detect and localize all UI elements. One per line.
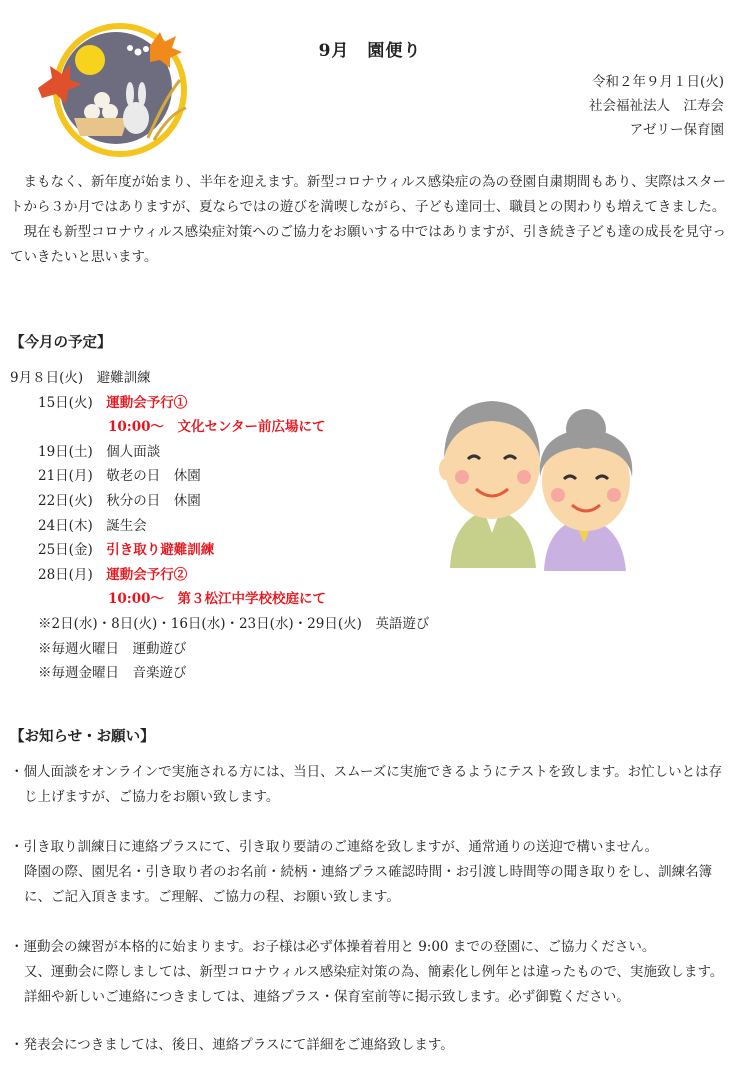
schedule-date: 24日(木) [38, 517, 93, 534]
schedule-date: 22日(火) [38, 493, 93, 509]
intro-paragraph: まもなく、新年度が始まり、半年を迎えます。新型コロナウィルス感染症の為の登園自粛期間もあり、実際はスタートから３か月ではありますが、夏ならではの遊びを満喫しながら、子ども達同士、職員との関わりも増えてきました。 [10, 174, 726, 215]
schedule-row [38, 563, 187, 588]
schedule-row [38, 538, 214, 563]
schedule-event: 個人面談 [106, 443, 161, 460]
schedule-row [38, 514, 147, 539]
schedule-event: 避難訓練 [96, 370, 151, 386]
school-name: アゼリー保育園 [629, 122, 724, 138]
schedule-heading: 【今月の予定】 [10, 334, 112, 351]
schedule-row [38, 440, 160, 465]
schedule-row [10, 366, 151, 391]
organization-name: 社会福祉法人 江寿会 [589, 98, 724, 114]
schedule-note: ※毎週火曜日 運動遊び [38, 640, 187, 657]
page-title: 9月 園便り [318, 41, 422, 61]
schedule-date: 21日(月) [38, 468, 93, 485]
schedule-row: 10:00～ 文化センター前広場にて [108, 419, 326, 436]
notice-text: 又、運動会に際しましては、新型コロナウィルス感染症対策の為、簡素化し例年とは違ったもので、実施致します。詳細や新しいご連絡につきましては、連絡プラス・保育室前等に掲示致します。必ず御覧ください。 [24, 964, 724, 1005]
issue-date: 令和２年９月１日(火) [591, 74, 724, 90]
notice-text: 降園の際、園児名・引き取り者のお名前・続柄・連絡プラス確認時間・お引渡し時間等の聞き取りをし、訓練名簿に、ご記入頂きます。ご理解、ご協力の程、お願い致します。 [24, 864, 713, 905]
schedule-list [0, 366, 480, 696]
schedule-row [38, 464, 201, 489]
schedule-row [38, 391, 187, 416]
notice-item [10, 835, 726, 910]
schedule-date: 25日(金) [38, 542, 93, 559]
schedule-note: ※毎週金曜日 音楽遊び [38, 665, 187, 682]
schedule-date: 19日(土) [38, 443, 93, 460]
schedule-event: 敬老の日 休園 [106, 468, 201, 485]
intro-paragraph: 現在も新型コロナウィルス感染症対策へのご協力をお願いする中ではありますが、引き続き子ども達の成長を見守っていきたいと思います。 [10, 224, 726, 265]
notice-item [10, 760, 726, 810]
schedule-event: 引き取り避難訓練 [106, 542, 215, 559]
notice-item [10, 1033, 726, 1058]
notice-text: ・発表会につきましては、後日、連絡プラスにて詳細をご連絡致します。 [10, 1037, 454, 1053]
schedule-event: 運動会予行② [106, 566, 188, 583]
schedule-date: 28日(月) [38, 566, 93, 583]
notice-text: ・運動会の練習が本格的に始まります。お子様は必ず体操着着用と 9:00 までの登園に、ご協力ください。 [10, 939, 656, 955]
intro-text [10, 170, 726, 270]
schedule-date: 9月８日(火) [10, 370, 84, 386]
notice-item [10, 935, 726, 1010]
schedule-event: 秋分の日 休園 [106, 493, 201, 509]
schedule-row: 10:00～ 第３松江中学校校庭にて [108, 591, 327, 608]
schedule-date: 15日(火) [38, 394, 93, 411]
schedule-event: 運動会予行① [106, 394, 188, 411]
notices-list [10, 760, 726, 1070]
notice-text: ・引き取り訓練日に連絡プラスにて、引き取り要請のご連絡を致しますが、通常通りの送迎で構いません。 [10, 839, 659, 855]
schedule-event: 誕生会 [106, 517, 147, 534]
notices-heading: 【お知らせ・お願い】 [10, 728, 155, 745]
schedule-row [38, 489, 201, 514]
schedule-note: ※2日(水)・8日(火)・16日(水)・23日(水)・29日(火) 英語遊び [38, 616, 430, 632]
notice-text: ・個人面談をオンラインで実施される方には、当日、スムーズに実施できるようにテストを致します。お忙しいとは存じ上げますが、ご協力をお願い致します。 [10, 764, 723, 805]
grandparents-illustration [432, 393, 652, 573]
